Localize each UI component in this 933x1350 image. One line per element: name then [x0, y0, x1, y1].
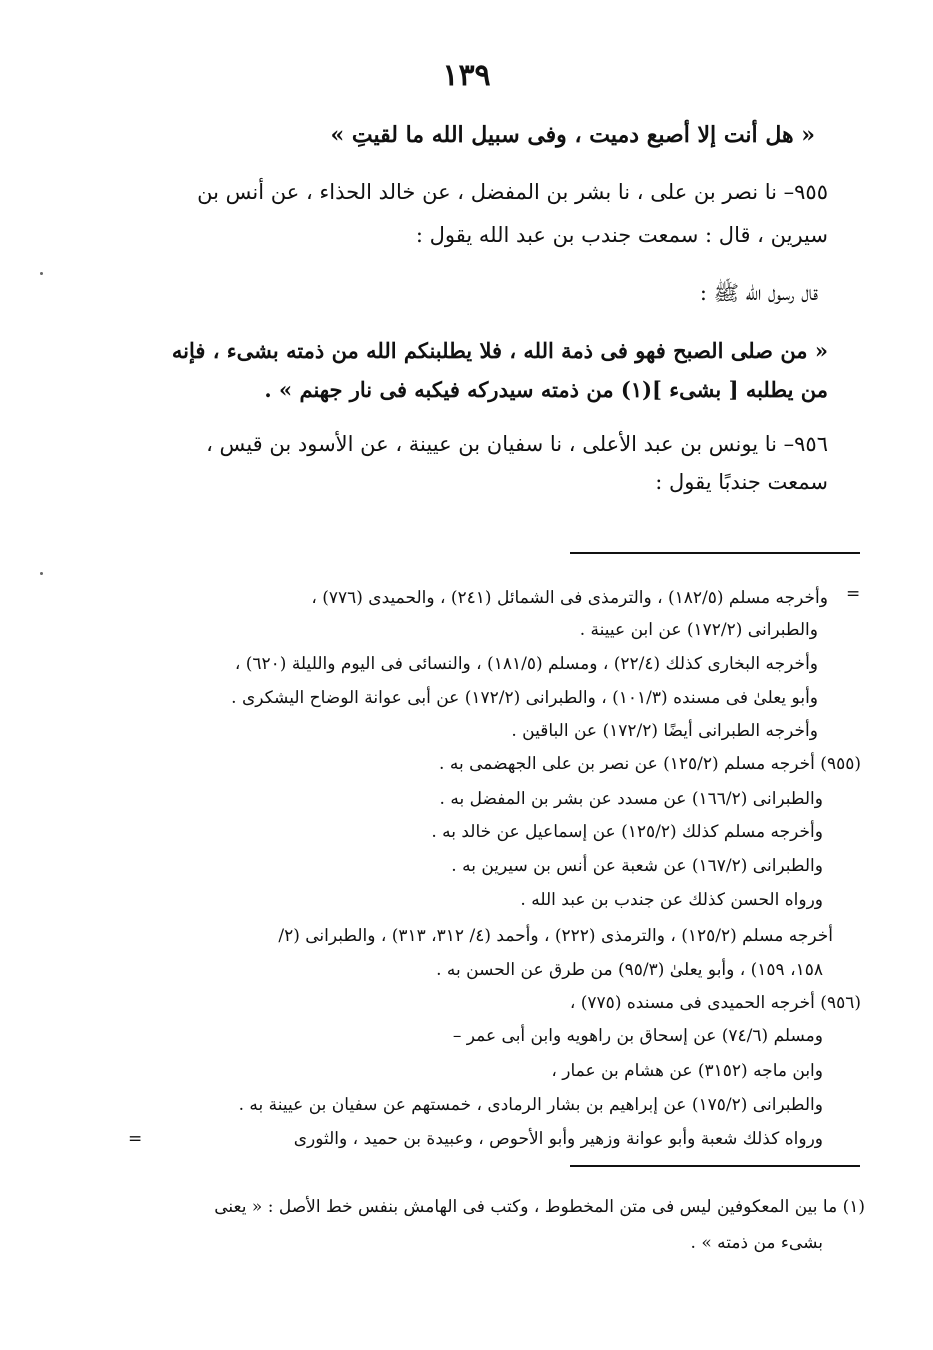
footnote-separator	[570, 552, 860, 554]
hadith-955-isnad-line2: سيرين ، قال : سمعت جندب بن عبد الله يقول :	[415, 223, 828, 247]
footnote-line-10: ورواه الحسن كذلك عن جندب بن عبد الله .	[520, 890, 823, 910]
footnote-line-5: وأخرجه الطبرانى أيضًا (١٧٢/٢) عن الباقين .	[511, 721, 818, 741]
scan-speck	[40, 272, 43, 275]
footnote-1-line-2: بشىء من ذمته » .	[690, 1233, 823, 1253]
footnote-line-2: والطبرانى (١٧٢/٢) عن ابن عيينة .	[579, 620, 818, 640]
footnote-line-13: (٩٥٦) أخرجه الحميدى فى مسنده (٧٧٥) ،	[569, 993, 861, 1013]
footnote-line-8: وأخرجه مسلم كذلك (١٢٥/٢) عن إسماعيل عن خالد به .	[431, 822, 823, 842]
footnote-line-4: وأبو يعلىٰ فى مسنده (١٠١/٣) ، والطبرانى (١٧٢/٢) عن أبى عوانة الوضاح اليشكرى .	[231, 688, 818, 708]
continuation-mark-end: =	[128, 1129, 143, 1149]
footnote-line-11: أخرجه مسلم (١٢٥/٢) ، والترمذى (٢٢٢) ، وأحمد (٤/ ٣١٢، ٣١٣) ، والطبرانى (٢/	[278, 926, 833, 946]
footnote-line-3: وأخرجه البخارى كذلك (٢٢/٤) ، ومسلم (١٨١/٥) ، والنسائى فى اليوم والليلة (٦٢٠) ،	[234, 654, 818, 674]
footnote-line-16: والطبرانى (١٧٥/٢) عن إبراهيم بن بشار الرمادى ، خمستهم عن سفيان بن عيينة به .	[238, 1095, 823, 1115]
scan-speck	[40, 572, 43, 575]
footnote-line-7: والطبرانى (١٦٦/٢) عن مسدد عن بشر بن المفضل به .	[439, 789, 823, 809]
continuation-mark-start: =	[846, 584, 861, 604]
footnote-line-14: ومسلم (٧٤/٦) عن إسحاق بن راهويه وابن أبى عمر –	[452, 1026, 823, 1046]
hadith-955-matn-line2: من يطلبه [ بشىء ](١) من ذمته سيدركه فيكبه فى نار جهنم » .	[264, 377, 828, 402]
hadith-955-attribution: قال رسول الله ﷺ :	[699, 281, 818, 305]
hadith-955-isnad-line1: ٩٥٥– نا نصر بن على ، نا بشر بن المفضل ، عن خالد الحذاء ، عن أنس بن	[197, 180, 828, 204]
footnote-line-17: ورواه كذلك شعبة وأبو عوانة وزهير وأبو الأحوص ، وعبيدة بن حميد ، والثورى	[293, 1129, 823, 1149]
footnote-line-12: ١٥٨، ١٥٩) ، وأبو يعلىٰ (٩٥/٣) من طرق عن الحسن به .	[436, 960, 823, 980]
hadith-955-matn-line1: « من صلى الصبح فهو فى ذمة الله ، فلا يطلبنكم الله من ذمته بشىء ، فإنه	[171, 338, 828, 363]
footnote-line-9: والطبرانى (١٦٧/٢) عن شعبة عن أنس بن سيرين به .	[451, 856, 823, 876]
footnote-line-1: وأخرجه مسلم (١٨٢/٥) ، والترمذى فى الشمائل (٢٤١) ، والحميدى (٧٧٦) ،	[311, 588, 828, 608]
hadith-954-end: « هل أنت إلا أصبع دميت ، وفى سبيل الله ما لقيتِ »	[330, 122, 815, 148]
hadith-956-isnad-line2: سمعت جندبًا يقول :	[655, 470, 828, 494]
footnote-1-line-1: (١) ما بين المعكوفين ليس فى متن المخطوط ، وكتب فى الهامش بنفس خط الأصل : « يعنى	[214, 1197, 865, 1217]
footnote-line-15: وابن ماجه (٣١٥٢) عن هشام بن عمار ،	[551, 1061, 823, 1081]
footnote-separator-2	[570, 1165, 860, 1167]
footnote-line-6: (٩٥٥) أخرجه مسلم (١٢٥/٢) عن نصر بن على الجهضمى به .	[439, 754, 861, 774]
page-number: ١٣٩	[442, 58, 491, 93]
hadith-956-isnad-line1: ٩٥٦– نا يونس بن عبد الأعلى ، نا سفيان بن عيينة ، عن الأسود بن قيس ،	[206, 432, 828, 456]
